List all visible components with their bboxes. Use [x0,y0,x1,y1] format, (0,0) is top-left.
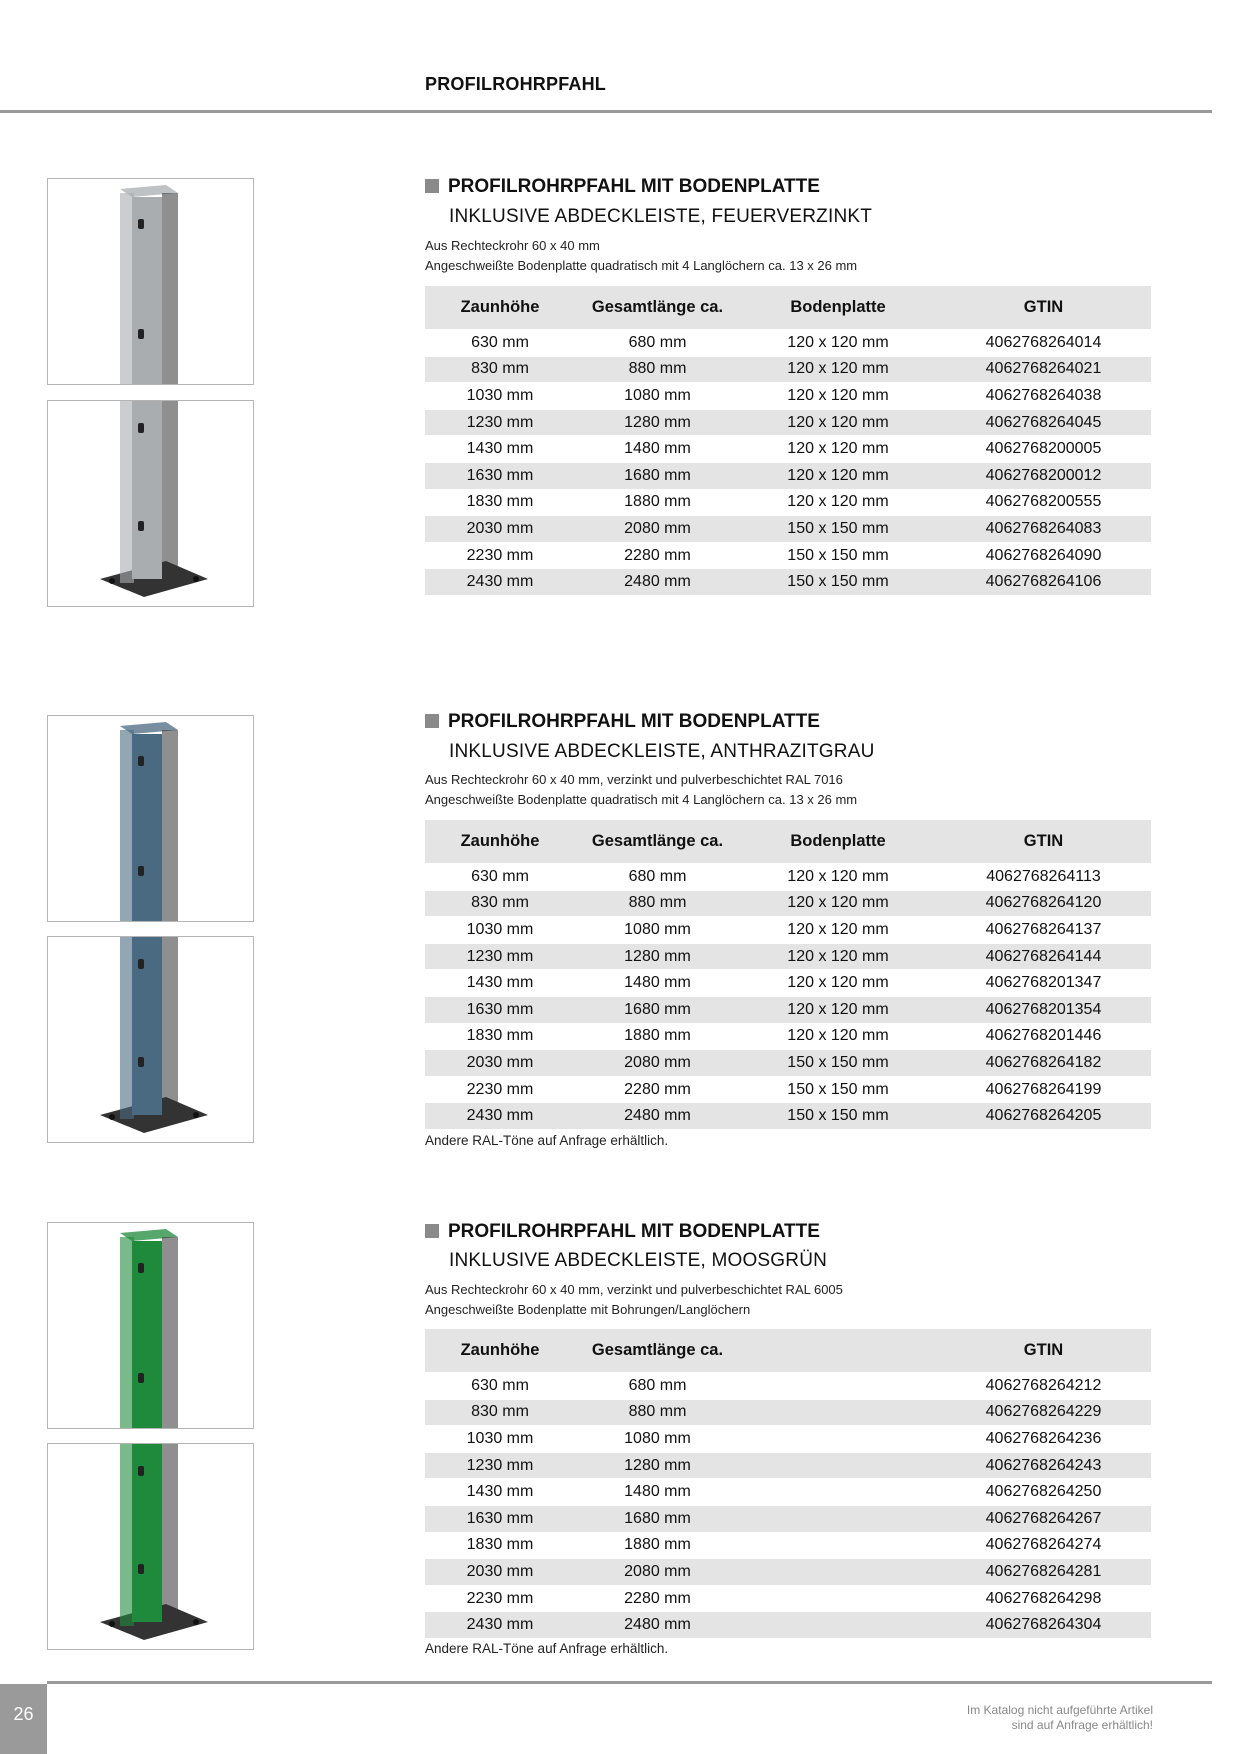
table-cell: 680 mm [575,330,740,357]
table-cell: 1030 mm [425,383,575,410]
spec-table [425,1329,1151,1638]
product-photo-top [47,178,254,385]
table-row [425,1559,1151,1586]
description-line-2: Angeschweißte Bodenplatte mit Bohrungen/Langlöchern [425,1302,751,1317]
table-cell: 4062768264281 [936,1559,1151,1586]
table-cell: 120 x 120 mm [740,409,936,436]
table-row [425,1076,1151,1103]
table-cell: 1480 mm [575,970,740,997]
table-row [425,943,1151,970]
table-row [425,1479,1151,1506]
column-header: Zaunhöhe [425,1329,575,1373]
table-cell: 2080 mm [575,516,740,543]
table-cell [740,1585,936,1612]
column-header: Gesamtlänge ca. [575,1329,740,1373]
table-cell: 150 x 150 mm [740,516,936,543]
table-cell: 1430 mm [425,970,575,997]
table-cell: 120 x 120 mm [740,943,936,970]
table-cell: 1880 mm [575,1532,740,1559]
table-cell: 1230 mm [425,409,575,436]
table-cell: 4062768264182 [936,1050,1151,1077]
table-row [425,1103,1151,1129]
table-row [425,1532,1151,1559]
post-base-illustration [48,401,253,606]
table-row [425,1399,1151,1426]
table-row [425,1023,1151,1050]
section-title-text: PROFILROHRPFAHL MIT BODENPLATTE [448,711,820,732]
table-cell: 1680 mm [575,1505,740,1532]
table-cell: 630 mm [425,1373,575,1400]
column-header: GTIN [936,1329,1151,1373]
table-cell: 120 x 120 mm [740,970,936,997]
table-cell: 880 mm [575,1399,740,1426]
table-cell: 1630 mm [425,462,575,489]
table-header-row [425,286,1151,330]
table-row [425,917,1151,944]
table-cell: 120 x 120 mm [740,489,936,516]
table-cell: 4062768264274 [936,1532,1151,1559]
table-cell: 4062768264229 [936,1399,1151,1426]
product-photo-bottom [47,1443,254,1650]
table-cell: 1230 mm [425,1452,575,1479]
section-title [425,176,820,198]
table-row [425,1426,1151,1453]
page-title: PROFILROHRPFAHL [425,74,606,94]
table-cell: 4062768200012 [936,462,1151,489]
table-cell: 1880 mm [575,1023,740,1050]
table-cell: 4062768264205 [936,1103,1151,1129]
table-cell: 150 x 150 mm [740,1103,936,1129]
table-cell: 1830 mm [425,1532,575,1559]
table-cell: 1430 mm [425,1479,575,1506]
table-cell: 4062768264144 [936,943,1151,970]
table-cell: 4062768264014 [936,330,1151,357]
table-cell: 880 mm [575,356,740,383]
description-line-2: Angeschweißte Bodenplatte quadratisch mit 4 Langlöchern ca. 13 x 26 mm [425,792,858,807]
table-cell: 630 mm [425,330,575,357]
spec-table [425,820,1151,1129]
description-line-1: Aus Rechteckrohr 60 x 40 mm, verzinkt und pulverbeschichtet RAL 7016 [425,772,843,787]
table-cell: 1430 mm [425,436,575,463]
table-cell [740,1399,936,1426]
table-cell: 2480 mm [575,1612,740,1638]
table-cell: 4062768264304 [936,1612,1151,1638]
table-row [425,1050,1151,1077]
table-cell: 2280 mm [575,542,740,569]
section-description [425,236,857,276]
table-cell: 4062768200005 [936,436,1151,463]
section-title-text: PROFILROHRPFAHL MIT BODENPLATTE [448,176,820,197]
table-cell: 2280 mm [575,1585,740,1612]
post-base-illustration [48,937,253,1142]
table-cell: 1630 mm [425,996,575,1023]
table-cell: 4062768264045 [936,409,1151,436]
table-cell: 120 x 120 mm [740,462,936,489]
table-cell: 1080 mm [575,383,740,410]
table-cell: 4062768264243 [936,1452,1151,1479]
table-cell: 2480 mm [575,569,740,595]
table-cell: 2080 mm [575,1050,740,1077]
table-row [425,1612,1151,1638]
table-cell: 4062768264120 [936,890,1151,917]
table-cell: 150 x 150 mm [740,1050,936,1077]
table-cell [740,1505,936,1532]
section-title [425,711,820,733]
column-header: GTIN [936,286,1151,330]
table-cell: 150 x 150 mm [740,542,936,569]
table-cell: 120 x 120 mm [740,996,936,1023]
description-line-2: Angeschweißte Bodenplatte quadratisch mit 4 Langlöchern ca. 13 x 26 mm [425,258,858,273]
table-row [425,436,1151,463]
footer-note [967,1703,1153,1733]
column-header: GTIN [936,820,1151,864]
table-cell: 2080 mm [575,1559,740,1586]
table-cell: 2430 mm [425,569,575,595]
table-cell: 2280 mm [575,1076,740,1103]
footer-note-line-1: Im Katalog nicht aufgeführte Artikel [966,1703,1153,1717]
table-cell: 150 x 150 mm [740,569,936,595]
table-cell: 120 x 120 mm [740,917,936,944]
table-header-row [425,1329,1151,1373]
section-subtitle: INKLUSIVE ABDECKLEISTE, FEUERVERZINKT [449,206,873,227]
header-divider [0,110,1212,113]
table-cell [740,1373,936,1400]
section-note: Andere RAL-Töne auf Anfrage erhältlich. [425,1133,669,1148]
table-cell: 830 mm [425,890,575,917]
table-cell: 2030 mm [425,516,575,543]
page-number: 26 [0,1684,47,1754]
column-header: Bodenplatte [740,286,936,330]
table-cell: 4062768264038 [936,383,1151,410]
post-top-illustration [48,179,253,384]
table-cell: 2230 mm [425,542,575,569]
product-photo-bottom [47,400,254,607]
table-cell [740,1426,936,1453]
section-note: Andere RAL-Töne auf Anfrage erhältlich. [425,1641,669,1656]
table-cell: 1830 mm [425,1023,575,1050]
table-cell: 1080 mm [575,917,740,944]
table-cell: 4062768264212 [936,1373,1151,1400]
table-cell: 120 x 120 mm [740,890,936,917]
table-cell: 4062768264083 [936,516,1151,543]
table-cell: 1030 mm [425,1426,575,1453]
table-row [425,409,1151,436]
table-cell: 4062768201446 [936,1023,1151,1050]
table-cell [740,1452,936,1479]
table-cell: 1280 mm [575,943,740,970]
section-title-text: PROFILROHRPFAHL MIT BODENPLATTE [448,1221,820,1242]
table-cell: 1680 mm [575,996,740,1023]
column-header: Gesamtlänge ca. [575,820,740,864]
table-cell: 1280 mm [575,1452,740,1479]
table-cell: 830 mm [425,1399,575,1426]
table-cell [740,1532,936,1559]
column-header: Bodenplatte [740,820,936,864]
table-cell: 4062768264267 [936,1505,1151,1532]
table-cell: 2230 mm [425,1076,575,1103]
description-line-1: Aus Rechteckrohr 60 x 40 mm [425,238,600,253]
table-cell: 2030 mm [425,1559,575,1586]
table-cell: 1480 mm [575,436,740,463]
table-row [425,569,1151,595]
table-cell: 1880 mm [575,489,740,516]
table-cell: 880 mm [575,890,740,917]
section-description [425,1280,843,1320]
table-cell: 4062768264113 [936,864,1151,891]
table-row [425,1373,1151,1400]
table-cell: 1830 mm [425,489,575,516]
table-cell [740,1612,936,1638]
table-row [425,1585,1151,1612]
table-cell: 120 x 120 mm [740,330,936,357]
footer-note-line-2: sind auf Anfrage erhältlich! [1011,1718,1153,1732]
table-cell: 4062768201347 [936,970,1151,997]
table-row [425,330,1151,357]
square-bullet-icon [425,714,439,728]
square-bullet-icon [425,1224,439,1238]
table-row [425,489,1151,516]
table-cell: 680 mm [575,1373,740,1400]
table-cell: 2230 mm [425,1585,575,1612]
table-cell: 120 x 120 mm [740,864,936,891]
table-cell: 4062768200555 [936,489,1151,516]
table-cell: 1230 mm [425,943,575,970]
table-cell: 120 x 120 mm [740,1023,936,1050]
table-cell: 1080 mm [575,1426,740,1453]
table-row [425,542,1151,569]
table-cell [740,1479,936,1506]
section-description [425,770,857,810]
table-cell: 4062768264090 [936,542,1151,569]
product-photo-top [47,715,254,922]
post-top-illustration [48,1223,253,1428]
post-top-illustration [48,716,253,921]
table-cell: 2030 mm [425,1050,575,1077]
table-cell: 2430 mm [425,1612,575,1638]
section-title [425,1221,820,1243]
table-cell: 680 mm [575,864,740,891]
column-header: Zaunhöhe [425,820,575,864]
table-row [425,970,1151,997]
table-row [425,864,1151,891]
table-cell: 2430 mm [425,1103,575,1129]
table-header-row [425,820,1151,864]
table-cell: 120 x 120 mm [740,383,936,410]
square-bullet-icon [425,179,439,193]
product-photo-bottom [47,936,254,1143]
table-cell: 4062768264137 [936,917,1151,944]
column-header: Gesamtlänge ca. [575,286,740,330]
spec-table [425,286,1151,595]
table-row [425,996,1151,1023]
table-cell: 4062768264106 [936,569,1151,595]
table-cell: 4062768264236 [936,1426,1151,1453]
post-base-illustration [48,1444,253,1649]
table-row [425,1505,1151,1532]
table-row [425,383,1151,410]
footer-divider [47,1681,1212,1684]
table-cell: 2480 mm [575,1103,740,1129]
table-cell: 1480 mm [575,1479,740,1506]
table-cell: 120 x 120 mm [740,436,936,463]
table-cell: 830 mm [425,356,575,383]
table-cell: 1280 mm [575,409,740,436]
table-cell: 630 mm [425,864,575,891]
table-cell: 1680 mm [575,462,740,489]
table-cell: 4062768264021 [936,356,1151,383]
table-row [425,1452,1151,1479]
section-subtitle: INKLUSIVE ABDECKLEISTE, MOOSGRÜN [449,1250,828,1271]
table-cell: 4062768201354 [936,996,1151,1023]
product-photo-top [47,1222,254,1429]
table-cell: 4062768264298 [936,1585,1151,1612]
column-header: Zaunhöhe [425,286,575,330]
section-subtitle: INKLUSIVE ABDECKLEISTE, ANTHRAZITGRAU [449,741,875,762]
table-row [425,516,1151,543]
table-cell: 1630 mm [425,1505,575,1532]
table-cell: 4062768264199 [936,1076,1151,1103]
table-row [425,462,1151,489]
table-cell: 120 x 120 mm [740,356,936,383]
table-cell: 4062768264250 [936,1479,1151,1506]
column-header [740,1329,936,1373]
table-row [425,356,1151,383]
table-cell: 1030 mm [425,917,575,944]
table-cell [740,1559,936,1586]
description-line-1: Aus Rechteckrohr 60 x 40 mm, verzinkt und pulverbeschichtet RAL 6005 [425,1282,843,1297]
table-row [425,890,1151,917]
table-cell: 150 x 150 mm [740,1076,936,1103]
